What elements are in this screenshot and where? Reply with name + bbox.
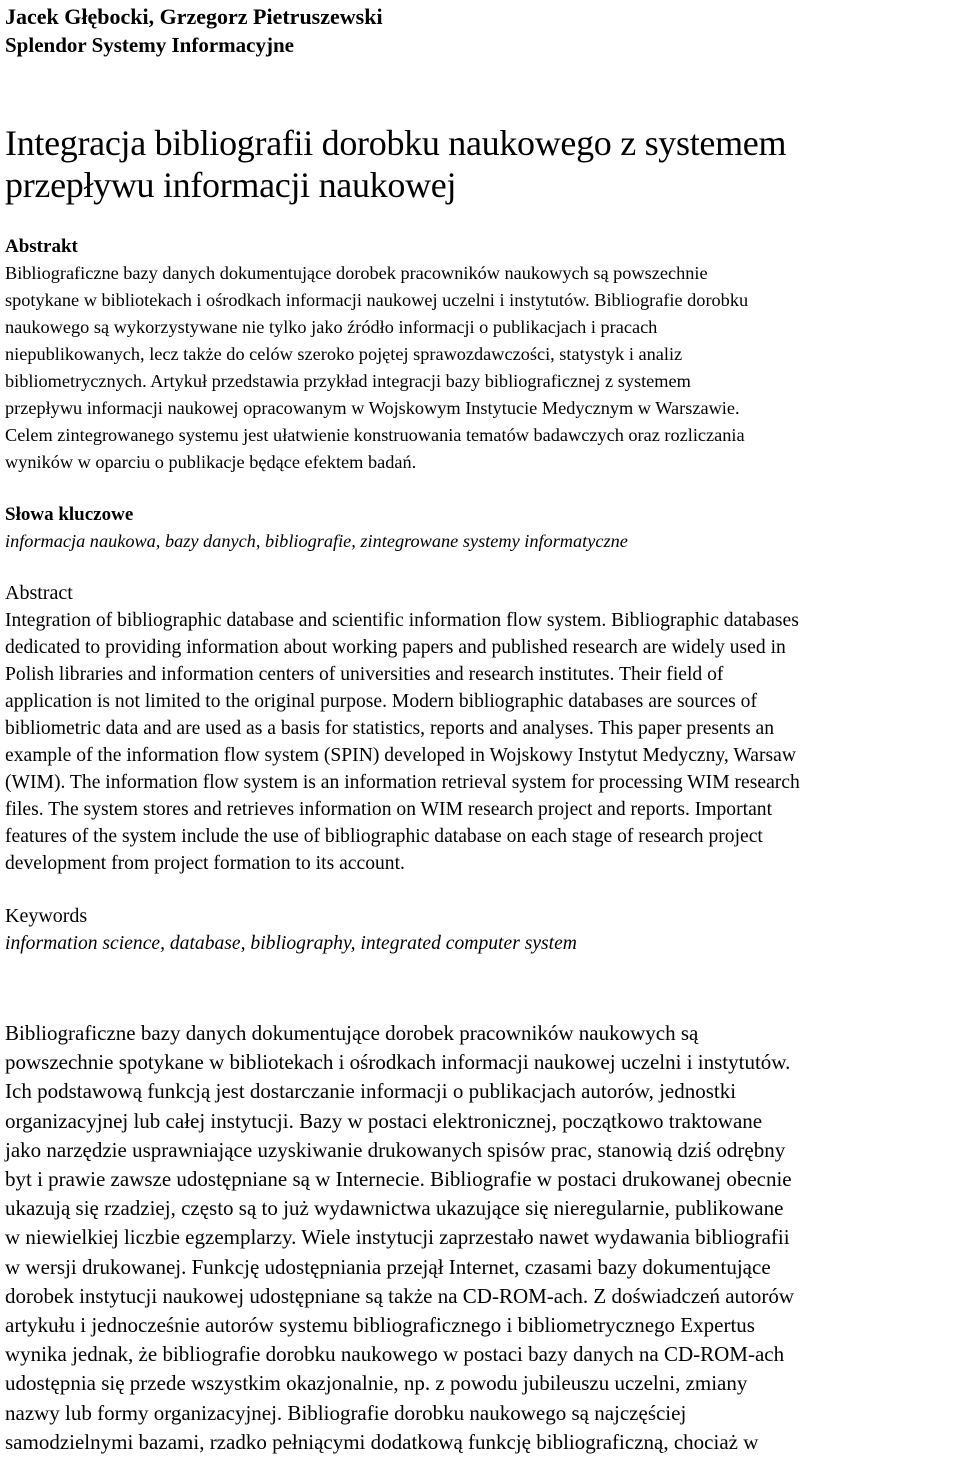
body-line: wynika jednak, że bibliografie dorobku naukowego w postaci bazy danych na CD-ROM-ach bbox=[5, 1342, 785, 1367]
keywords-en-section bbox=[5, 903, 955, 957]
authors: Jacek Głębocki, Grzegorz Pietruszewski bbox=[5, 4, 383, 29]
abstract-en-text bbox=[5, 607, 955, 877]
abstract-pl-line: wyników w oparciu o publikacje będące efektem badań. bbox=[5, 452, 417, 472]
body-line: powszechnie spotykane w bibliotekach i ośrodkach informacji naukowej uczelni i instytutów. bbox=[5, 1050, 791, 1075]
abstract-en-line: features of the system include the use of bibliographic database on each stage of research project bbox=[5, 826, 763, 847]
body-line: jako narzędzie usprawniające uzyskiwanie drukowanych spisów prac, stanowią dziś odrębny bbox=[5, 1137, 786, 1162]
body-line: dorobek instytucji naukowej udostępniane są także na CD-ROM-ach. Z doświadczeń autorów bbox=[5, 1283, 795, 1308]
abstract-pl-line: przepływu informacji naukowej opracowanym w Wojskowym Instytucie Medycznym w Warszawie. bbox=[5, 398, 740, 418]
abstract-en-section bbox=[5, 580, 955, 877]
abstract-pl-text bbox=[5, 260, 955, 476]
abstract-pl-section bbox=[5, 234, 955, 476]
body-line: organizacyjnej lub całej instytucji. Bazy w postaci elektronicznej, początkowo traktowane bbox=[5, 1108, 763, 1133]
abstract-en-line: Integration of bibliographic database and scientific information flow system. Bibliographic databases bbox=[5, 610, 799, 631]
document-page bbox=[5, 0, 955, 1457]
body-line: artykułu i jednocześnie autorów systemu bibliograficznego i bibliometrycznego Expertus bbox=[5, 1313, 755, 1338]
abstract-en-line: Polish libraries and information centers of universities and research institutes. Their field of bbox=[5, 664, 724, 685]
abstract-pl-line: Bibliograficzne bazy danych dokumentujące dorobek pracowników naukowych są powszechnie bbox=[5, 263, 708, 283]
keywords-pl-section bbox=[5, 502, 955, 555]
abstract-pl-line: naukowego są wykorzystywane nie tylko jako źródło informacji o publikacjach i pracach bbox=[5, 317, 658, 337]
title-line: przepływu informacji naukowej bbox=[5, 165, 457, 205]
body-line: w niewielkiej liczbie egzemplarzy. Wiele instytucji zaprzestało nawet wydawania bibliografii bbox=[5, 1225, 790, 1250]
abstract-en-line: application is not limited to the original purpose. Modern bibliographic databases are sources of bbox=[5, 691, 757, 712]
abstract-en-line: example of the information flow system (SPIN) developed in Wojskowy Instytut Medyczny, Warsaw bbox=[5, 745, 796, 766]
body-line: Bibliograficzne bazy danych dokumentujące dorobek pracowników naukowych są bbox=[5, 1021, 699, 1045]
body-line: byt i prawie zawsze udostępniane są w Internecie. Bibliografie w postaci drukowanej obecnie bbox=[5, 1167, 792, 1192]
abstract-en-line: dedicated to providing information about working papers and published research are widely used in bbox=[5, 637, 786, 658]
body-line: Ich podstawową funkcją jest dostarczanie informacji o publikacjach autorów, jednostki bbox=[5, 1079, 737, 1104]
abstract-pl-line: Celem zintegrowanego systemu jest ułatwienie konstruowania tematów badawczych oraz rozliczania bbox=[5, 425, 745, 445]
abstract-en-heading: Abstract bbox=[5, 582, 73, 604]
abstract-pl-line: spotykane w bibliotekach i ośrodkach informacji naukowej uczelni i instytutów. Bibliografie dorobku bbox=[5, 290, 749, 310]
body-line: samodzielnymi bazami, rzadko pełniącymi dodatkową funkcję bibliograficzną, chociaż w bbox=[5, 1429, 759, 1454]
abstract-en-line: bibliometric data and are used as a basis for statistics, reports and analyses. This paper presents an bbox=[5, 718, 775, 739]
body-line: ukazują się rzadziej, często są to już wydawnictwa ukazujące się nieregularnie, publikowane bbox=[5, 1196, 784, 1221]
abstract-en-line: development from project formation to its account. bbox=[5, 853, 405, 874]
title-line: Integracja bibliografii dorobku naukowego z systemem bbox=[5, 123, 787, 163]
body-line: nazwy lub formy organizacyjnej. Bibliografie dorobku naukowego są najczęściej bbox=[5, 1400, 687, 1425]
abstract-pl-line: bibliometrycznych. Artykuł przedstawia przykład integracji bazy bibliograficznej z systemem bbox=[5, 371, 691, 391]
keywords-en-heading: Keywords bbox=[5, 905, 88, 927]
body-line: udostępnia się przede wszystkim okazjonalnie, np. z powodu jubileuszu uczelni, zmiany bbox=[5, 1371, 748, 1396]
abstract-en-line: (WIM). The information flow system is an information retrieval system for processing WIM research bbox=[5, 772, 800, 793]
keywords-pl-heading: Słowa kluczowe bbox=[5, 504, 134, 525]
abstract-pl-heading: Abstrakt bbox=[5, 236, 78, 257]
paper-title bbox=[5, 122, 955, 206]
body-line: w wersji drukowanej. Funkcję udostępniania przejął Internet, czasami bazy dokumentujące bbox=[5, 1254, 771, 1279]
keywords-en-text: information science, database, bibliography, integrated computer system bbox=[5, 933, 577, 954]
body-text bbox=[5, 1019, 955, 1457]
abstract-en-line: files. The system stores and retrieves information on WIM research project and reports. Important bbox=[5, 799, 773, 820]
abstract-pl-line: niepublikowanych, lecz także do celów szeroko pojętej sprawozdawczości, statystyk i analiz bbox=[5, 344, 683, 364]
keywords-pl-text: informacja naukowa, bazy danych, bibliografie, zintegrowane systemy informatyczne bbox=[5, 531, 628, 551]
affiliation: Splendor Systemy Informacyjne bbox=[5, 33, 294, 57]
